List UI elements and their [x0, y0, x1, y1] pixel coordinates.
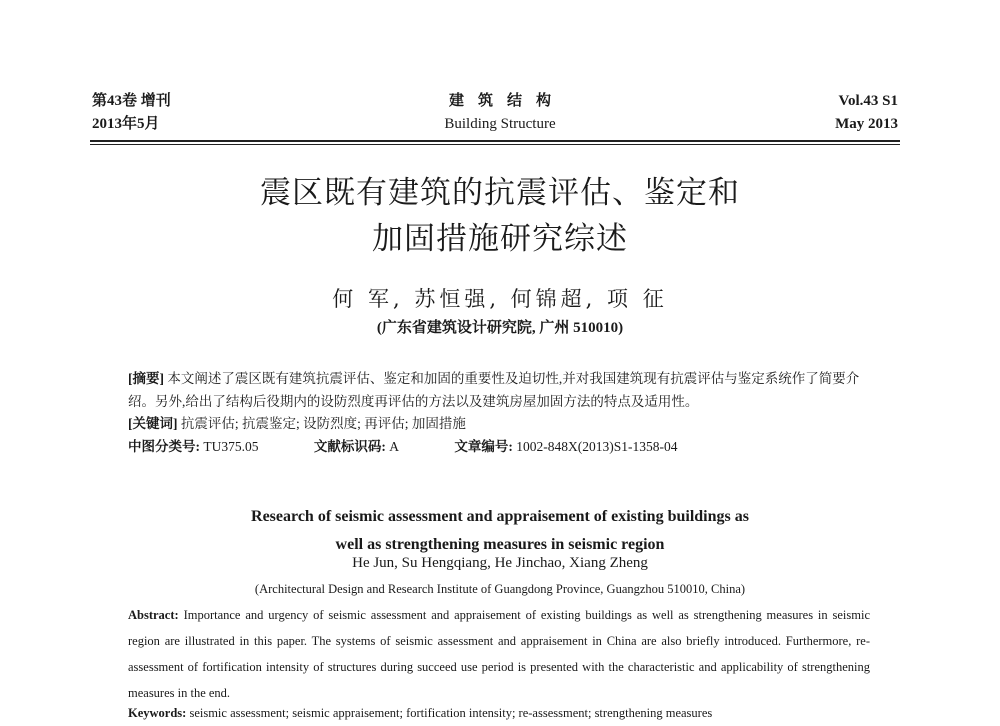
header-rule-thick: [90, 140, 900, 142]
date-en: May 2013: [835, 116, 898, 132]
volume-en: Vol.43 S1: [838, 93, 898, 109]
abstract-text-cn: 本文阐述了震区既有建筑抗震评估、鉴定和加固的重要性及迫切性,并对我国建筑现有抗震评估与鉴定系统作了简要介绍。另外,给出了结构后役期内的设防烈度再评估的方法以及建筑房屋加固方法的特点及适用性。: [128, 371, 860, 409]
date-cn: 2013年5月: [92, 116, 160, 132]
keywords-cn: [128, 413, 870, 436]
keywords-label-cn: [关键词]: [128, 416, 178, 431]
title-line-2: 加固措施研究综述: [372, 221, 628, 256]
paper-title-en: [0, 503, 1000, 559]
authors-en: He Jun, Su Hengqiang, He Jinchao, Xiang Zheng: [352, 555, 648, 571]
header-rule-thin: [90, 144, 900, 145]
chinese-abstract-block: [128, 368, 870, 458]
abstract-cn: [128, 368, 870, 413]
abstract-label-cn: [摘要]: [128, 371, 164, 386]
classification-line: [128, 436, 870, 459]
keywords-text-en: seismic assessment; seismic appraisement; fortification intensity; re-assessment; strengthening measures: [189, 706, 713, 720]
journal-name-cn: 建筑结构: [448, 93, 565, 109]
abstract-text-en: Importance and urgency of seismic assessment and appraisement of existing buildings as well as strengthening measures in seismic region are illustrated in this paper. The systems of seismic assessment and appraisement in China are also briefly introduced. Furthermore, re-assessment of fortification intensity of structures during succeed use period is presented with the characteristic and applicability of strengthening measures in the end.: [128, 608, 871, 700]
doc-code-label: 文献标识码:: [313, 438, 386, 454]
article-no-label: 文章编号:: [454, 438, 513, 454]
affiliation-en: (Architectural Design and Research Institute of Guangdong Province, Guangzhou 510010, China): [254, 582, 746, 596]
volume-cn: 第43卷 增刊: [92, 93, 171, 109]
title-en-line-1: Research of seismic assessment and appraisement of existing buildings as: [251, 508, 749, 525]
affiliation-cn: (广东省建筑设计研究院, 广州 510010): [376, 320, 624, 336]
keywords-text-cn: 抗震评估; 抗震鉴定; 设防烈度; 再评估; 加固措施: [180, 416, 466, 431]
doc-code-value: A: [389, 438, 399, 454]
abstract-label-en: Abstract:: [128, 608, 179, 622]
article-no-value: 1002-848X(2013)S1-1358-04: [516, 438, 678, 454]
authors-cn: 何 军, 苏恒强, 何锦超, 项 征: [332, 287, 668, 311]
title-en-line-2: well as strengthening measures in seismic region: [335, 536, 665, 553]
clc-label: 中图分类号:: [128, 438, 200, 454]
abstract-en: [128, 602, 870, 706]
title-line-1: 震区既有建筑的抗震评估、鉴定和: [260, 175, 740, 210]
journal-name-en: Building Structure: [444, 116, 556, 132]
keywords-en: [128, 700, 870, 726]
paper-title-cn: [0, 170, 1000, 262]
journal-volume-en: [835, 90, 898, 136]
clc-value: TU375.05: [203, 438, 259, 454]
keywords-label-en: Keywords:: [128, 706, 187, 720]
